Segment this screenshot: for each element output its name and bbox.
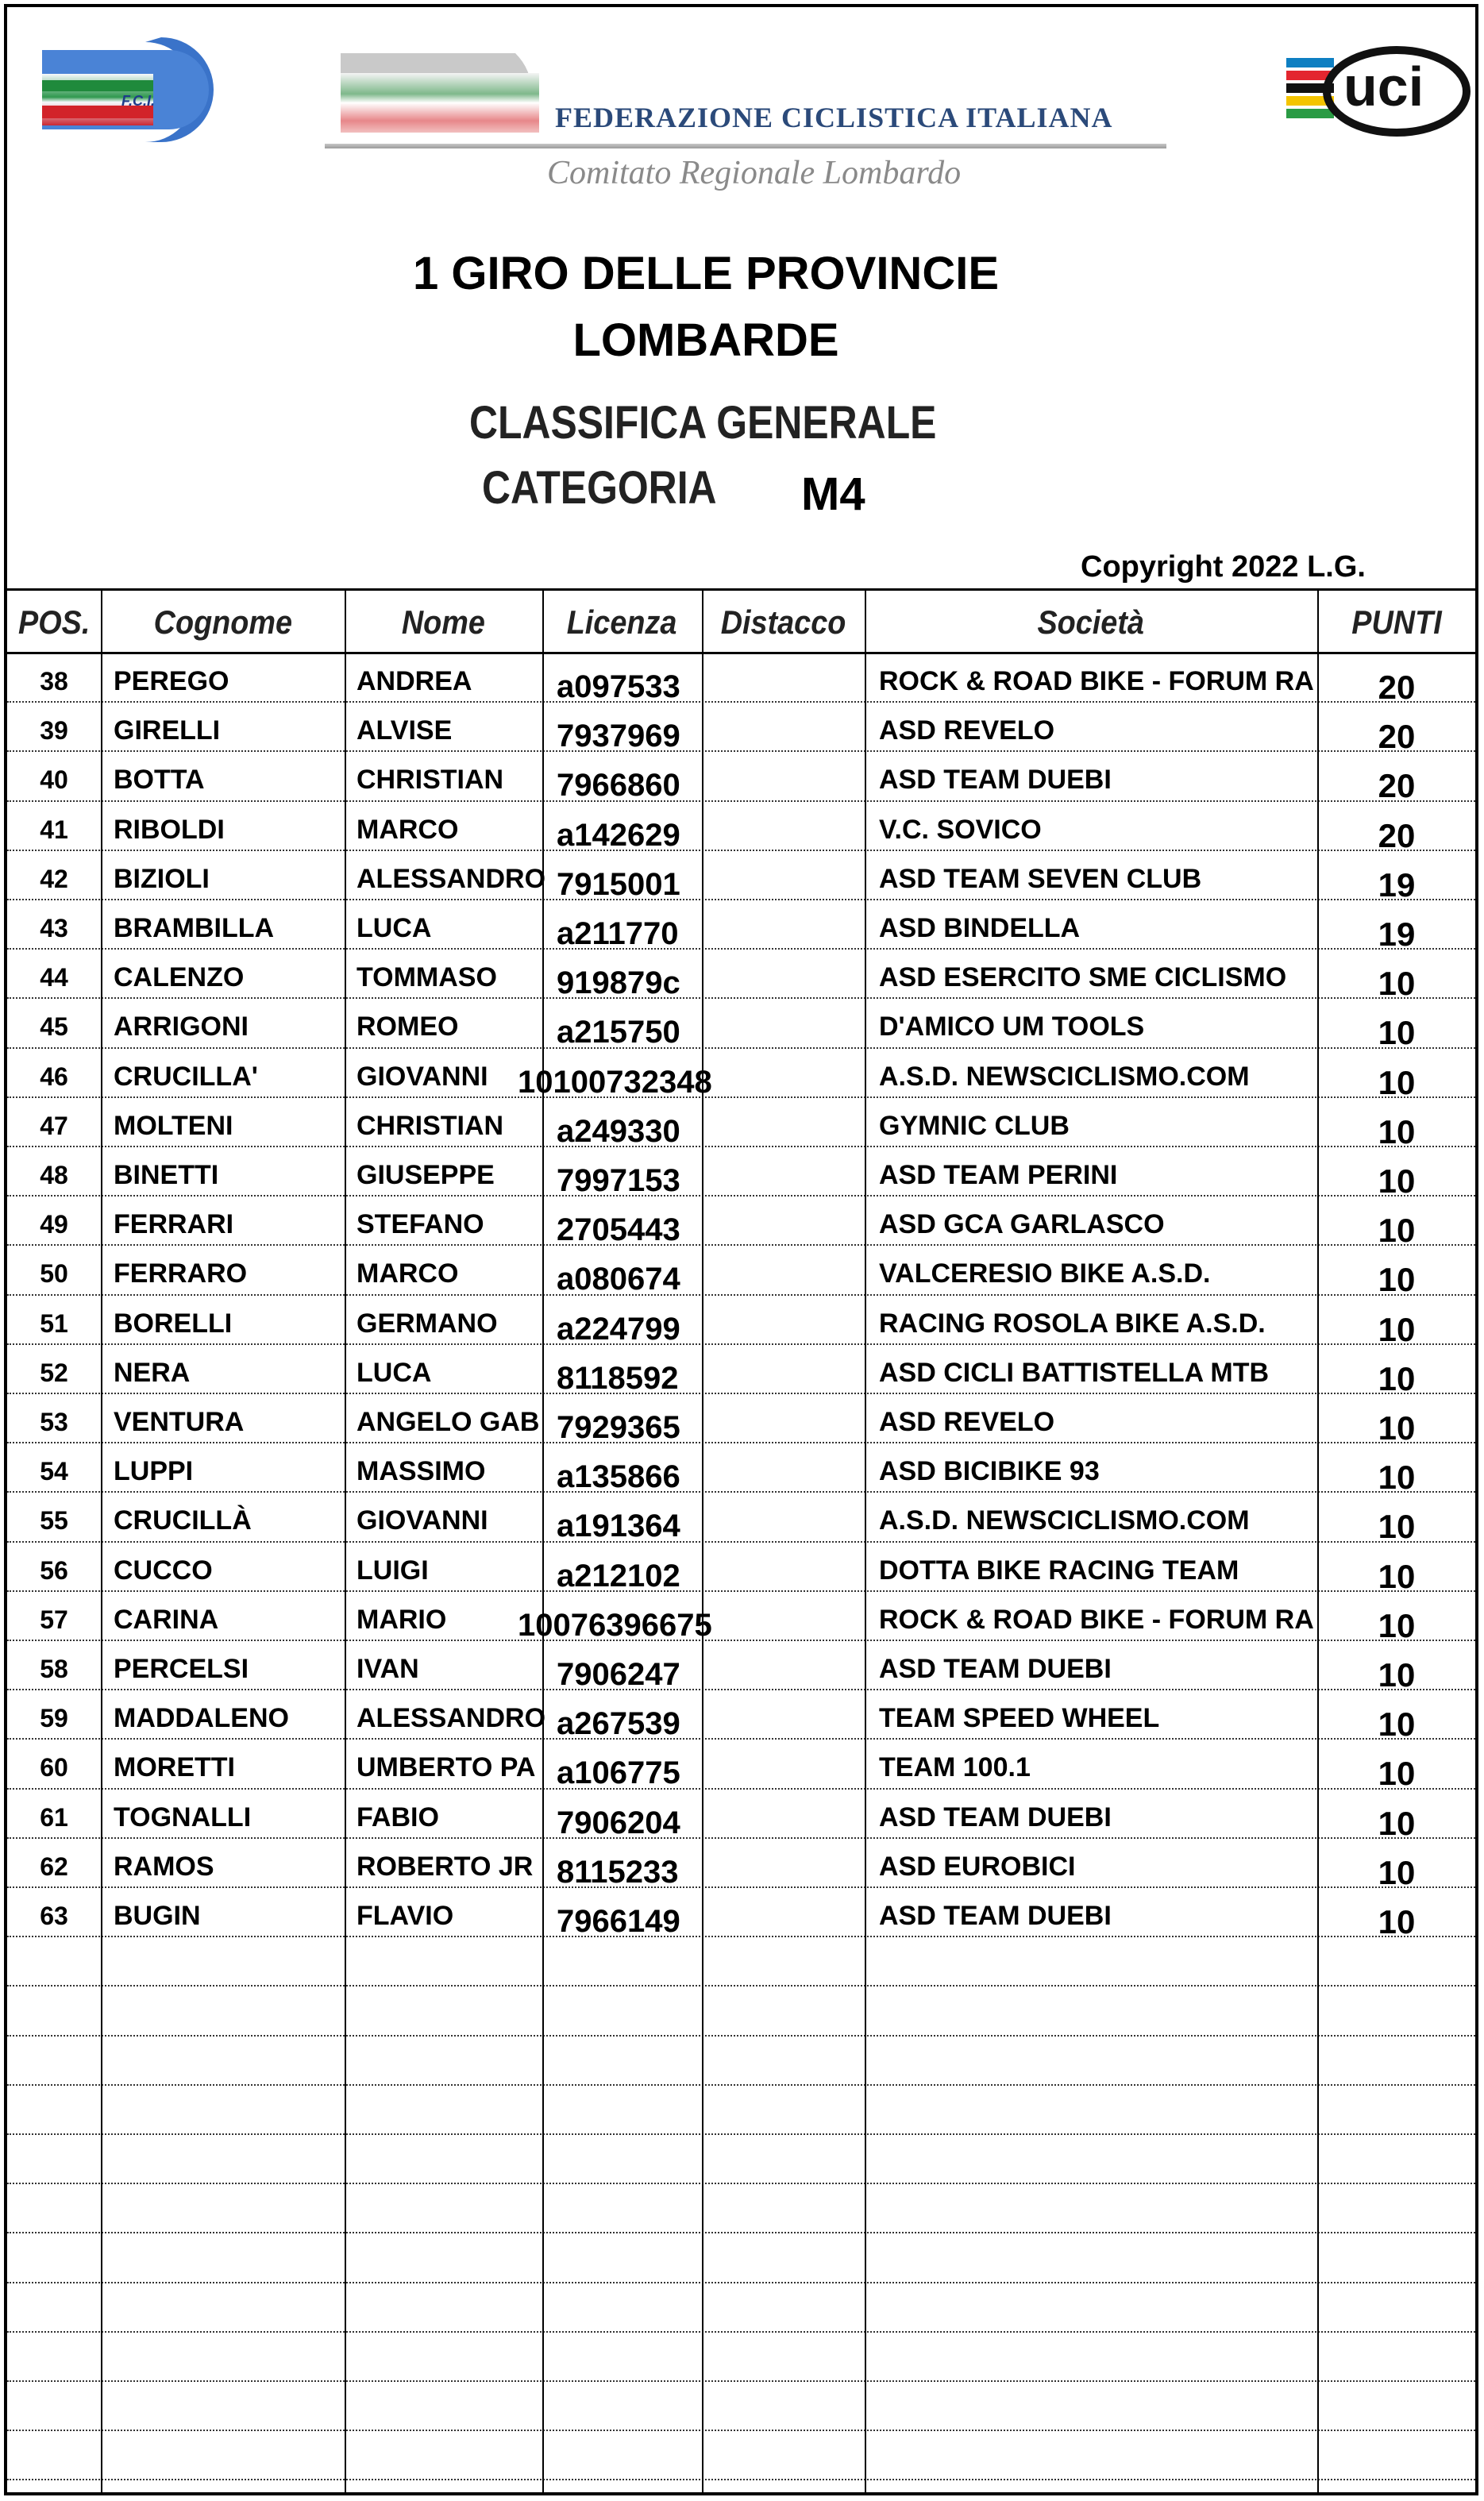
cell-nome: MARIO — [357, 1604, 447, 1635]
cell-punti: 20 — [1378, 816, 1416, 854]
cell-cognome: CARINA — [114, 1604, 219, 1635]
row-divider — [7, 2035, 1475, 2037]
cell-punti: 20 — [1378, 767, 1416, 805]
cell-licenza: 10100732348 — [518, 1064, 712, 1100]
table-row — [7, 1101, 1475, 1150]
cell-cognome: CALENZO — [114, 962, 245, 993]
cell-cognome: BOTTA — [114, 765, 205, 796]
cell-pos: 44 — [40, 963, 68, 992]
cell-pos: 57 — [40, 1605, 68, 1634]
cell-nome: MARCO — [357, 814, 459, 845]
classification-title: CLASSIFICA GENERALE — [469, 397, 937, 449]
table-row — [7, 1891, 1475, 1940]
federation-name: FEDERAZIONE CICLISTICA ITALIANA — [555, 102, 1113, 133]
cell-nome: GERMANO — [357, 1308, 498, 1339]
cell-cognome: PERCELSI — [114, 1654, 249, 1684]
cell-nome: CHRISTIAN — [357, 1110, 504, 1141]
cell-societa: ASD EUROBICI — [879, 1851, 1076, 1882]
cell-societa: ASD CICLI BATTISTELLA MTB — [879, 1357, 1270, 1388]
cell-nome: STEFANO — [357, 1209, 484, 1240]
cell-societa: V.C. SOVICO — [879, 814, 1042, 845]
cell-nome: MASSIMO — [357, 1456, 486, 1487]
svg-text:F.C.I.: F.C.I. — [121, 93, 156, 109]
cell-pos: 46 — [40, 1062, 68, 1091]
header-punti: PUNTI — [1351, 603, 1442, 641]
cell-societa: A.S.D. NEWSCICLISMO.COM — [879, 1061, 1250, 1092]
cell-pos: 53 — [40, 1408, 68, 1436]
table-row — [7, 755, 1475, 804]
committee-name: Comitato Regionale Lombardo — [547, 155, 962, 191]
cell-punti: 10 — [1378, 1557, 1416, 1595]
cell-licenza: 7906247 — [557, 1657, 680, 1692]
cell-pos: 43 — [40, 914, 68, 942]
cell-punti: 20 — [1378, 718, 1416, 756]
table-row — [7, 1249, 1475, 1298]
row-divider — [7, 2331, 1475, 2333]
cell-pos: 39 — [40, 716, 68, 746]
cell-societa: VALCERESIO BIKE A.S.D. — [879, 1258, 1211, 1289]
cell-nome: TOMMASO — [357, 962, 497, 993]
cell-nome: LUIGI — [357, 1555, 429, 1586]
cell-punti: 19 — [1378, 915, 1416, 953]
cell-licenza: 7997153 — [557, 1163, 680, 1198]
row-divider — [7, 2380, 1475, 2382]
results-sheet — [4, 4, 1478, 2495]
cell-licenza: 8115233 — [557, 1854, 679, 1890]
cell-societa: ASD TEAM DUEBI — [879, 765, 1112, 796]
cell-cognome: NERA — [114, 1357, 191, 1388]
cell-nome: MARCO — [357, 1258, 459, 1289]
cell-pos: 41 — [40, 815, 68, 844]
cell-societa: ROCK & ROAD BIKE - FORUM RA — [879, 666, 1314, 696]
cell-cognome: RAMOS — [114, 1851, 214, 1882]
cell-pos: 38 — [40, 667, 68, 696]
cell-licenza: a135866 — [557, 1459, 680, 1495]
row-divider — [7, 652, 1475, 654]
cell-cognome: BUGIN — [114, 1901, 201, 1931]
row-divider — [7, 588, 1475, 591]
cell-cognome: BIZIOLI — [114, 863, 210, 894]
cell-pos: 45 — [40, 1012, 68, 1042]
cell-pos: 56 — [40, 1555, 68, 1585]
cell-punti: 10 — [1378, 1755, 1416, 1793]
cell-punti: 10 — [1378, 1508, 1416, 1546]
cell-licenza: a106775 — [557, 1755, 680, 1791]
cell-pos: 54 — [40, 1457, 68, 1486]
cell-cognome: ARRIGONI — [114, 1012, 249, 1042]
cell-cognome: BORELLI — [114, 1308, 233, 1339]
row-divider — [7, 2183, 1475, 2184]
cell-societa: RACING ROSOLA BIKE A.S.D. — [879, 1308, 1266, 1339]
cell-pos: 49 — [40, 1210, 68, 1239]
cell-cognome: BRAMBILLA — [114, 913, 275, 943]
cell-cognome: LUPPI — [114, 1456, 194, 1487]
table-row — [7, 1397, 1475, 1447]
cell-nome: ROMEO — [357, 1012, 459, 1042]
cell-punti: 10 — [1378, 1162, 1416, 1200]
cell-licenza: 7915001 — [557, 866, 680, 902]
cell-cognome: VENTURA — [114, 1407, 245, 1437]
cell-pos: 60 — [40, 1753, 68, 1782]
cell-licenza: a211770 — [557, 916, 679, 951]
cell-societa: ASD REVELO — [879, 715, 1055, 746]
cell-nome: ANGELO GAB — [357, 1407, 540, 1437]
cell-punti: 10 — [1378, 1459, 1416, 1497]
cell-pos: 52 — [40, 1358, 68, 1387]
cell-cognome: CRUCILLA' — [114, 1061, 258, 1092]
cell-licenza: 8118592 — [557, 1360, 679, 1396]
header-societa: Società — [1037, 603, 1145, 641]
cell-societa: ASD REVELO — [879, 1407, 1055, 1437]
cell-nome: IVAN — [357, 1654, 419, 1684]
cell-societa: ASD TEAM DUEBI — [879, 1654, 1112, 1684]
cell-licenza: a080674 — [557, 1262, 680, 1297]
category-value: M4 — [801, 468, 865, 520]
cell-cognome: BINETTI — [114, 1160, 219, 1190]
cell-societa: ASD TEAM SEVEN CLUB — [879, 863, 1202, 894]
cell-punti: 19 — [1378, 865, 1416, 904]
cell-cognome: CUCCO — [114, 1555, 213, 1586]
cell-punti: 10 — [1378, 1212, 1416, 1250]
cell-punti: 10 — [1378, 1606, 1416, 1644]
table-row — [7, 904, 1475, 953]
cell-licenza: 919879c — [557, 965, 680, 1001]
cell-punti: 10 — [1378, 1409, 1416, 1447]
row-divider — [7, 2133, 1475, 2135]
cell-punti: 10 — [1378, 1310, 1416, 1348]
cell-societa: ASD GCA GARLASCO — [879, 1209, 1165, 1240]
cell-licenza: a142629 — [557, 817, 680, 853]
cell-nome: ALVISE — [357, 715, 453, 746]
cell-licenza: 7966860 — [557, 768, 680, 803]
cell-pos: 58 — [40, 1655, 68, 1683]
table-row — [7, 1595, 1475, 1644]
table-row — [7, 1002, 1475, 1051]
cell-licenza: a215750 — [557, 1015, 680, 1050]
cell-societa: DOTTA BIKE RACING TEAM — [879, 1555, 1239, 1586]
row-divider — [7, 2084, 1475, 2086]
cell-punti: 10 — [1378, 1261, 1416, 1299]
cell-societa: ASD TEAM DUEBI — [879, 1901, 1112, 1931]
cell-societa: TEAM 100.1 — [879, 1752, 1031, 1783]
table-row — [7, 1348, 1475, 1397]
cell-nome: GIOVANNI — [357, 1505, 488, 1536]
cell-cognome: RIBOLDI — [114, 814, 225, 845]
cell-societa: D'AMICO UM TOOLS — [879, 1012, 1145, 1042]
header-licenza: Licenza — [567, 603, 677, 641]
cell-pos: 47 — [40, 1111, 68, 1140]
cell-societa: ASD TEAM DUEBI — [879, 1802, 1112, 1832]
cell-licenza: a212102 — [557, 1558, 680, 1593]
cell-societa: ASD ESERCITO SME CICLISMO — [879, 962, 1287, 993]
table-row — [7, 805, 1475, 854]
cell-cognome: GIRELLI — [114, 715, 221, 746]
table-row — [7, 1052, 1475, 1101]
header-cognome: Cognome — [153, 603, 292, 641]
cell-pos: 50 — [40, 1259, 68, 1289]
cell-pos: 59 — [40, 1704, 68, 1733]
cell-cognome: FERRARI — [114, 1209, 234, 1240]
cell-nome: LUCA — [357, 913, 432, 943]
cell-licenza: a191364 — [557, 1509, 680, 1544]
cell-licenza: a224799 — [557, 1311, 680, 1347]
header-distacco: Distacco — [720, 603, 846, 641]
cell-cognome: MOLTENI — [114, 1110, 233, 1141]
cell-punti: 10 — [1378, 1705, 1416, 1744]
cell-cognome: TOGNALLI — [114, 1802, 252, 1832]
header-pos: POS. — [17, 603, 91, 641]
copyright-note: Copyright 2022 L.G. — [1081, 550, 1366, 584]
cell-licenza: 7937969 — [557, 719, 680, 754]
cell-pos: 42 — [40, 864, 68, 893]
table-row — [7, 953, 1475, 1002]
svg-text:uci: uci — [1343, 56, 1424, 118]
table-row — [7, 1447, 1475, 1496]
cell-societa: TEAM SPEED WHEEL — [879, 1703, 1160, 1734]
cell-nome: LUCA — [357, 1357, 432, 1388]
cell-pos: 51 — [40, 1308, 68, 1338]
cell-nome: ANDREA — [357, 666, 472, 696]
event-title-line2: LOMBARDE — [572, 314, 839, 366]
cell-societa: A.S.D. NEWSCICLISMO.COM — [879, 1505, 1250, 1536]
cell-licenza: 7929365 — [557, 1410, 680, 1445]
cell-punti: 10 — [1378, 1112, 1416, 1150]
table-row — [7, 1299, 1475, 1348]
row-divider — [7, 2430, 1475, 2431]
table-row — [7, 1496, 1475, 1545]
cell-licenza: a249330 — [557, 1113, 680, 1149]
cell-pos: 48 — [40, 1161, 68, 1189]
cell-societa: ASD TEAM PERINI — [879, 1160, 1118, 1190]
cell-nome: FLAVIO — [357, 1901, 454, 1931]
cell-punti: 10 — [1378, 1656, 1416, 1694]
cell-nome: CHRISTIAN — [357, 765, 504, 796]
table-row — [7, 1546, 1475, 1595]
table-row — [7, 657, 1475, 706]
event-title-line1: 1 GIRO DELLE PROVINCIE — [413, 248, 999, 299]
cell-nome: ROBERTO JR — [357, 1851, 534, 1882]
cell-punti: 20 — [1378, 669, 1416, 706]
cell-pos: 40 — [40, 765, 68, 795]
table-row — [7, 1694, 1475, 1743]
cell-cognome: MORETTI — [114, 1752, 235, 1783]
table-row — [7, 1842, 1475, 1891]
table-row — [7, 854, 1475, 904]
table-row — [7, 1644, 1475, 1694]
cell-licenza: a097533 — [557, 669, 680, 704]
cell-licenza: a267539 — [557, 1706, 680, 1742]
table-row — [7, 1793, 1475, 1842]
cell-pos: 63 — [40, 1902, 68, 1930]
header-nome: Nome — [401, 603, 486, 641]
table-row — [7, 706, 1475, 755]
cell-punti: 10 — [1378, 965, 1416, 1003]
row-divider — [7, 1985, 1475, 1987]
cell-societa: ASD BINDELLA — [879, 913, 1081, 943]
cell-punti: 10 — [1378, 1359, 1416, 1397]
cell-licenza: 7966149 — [557, 1904, 680, 1939]
cell-cognome: MADDALENO — [114, 1703, 289, 1734]
cell-nome: GIOVANNI — [357, 1061, 488, 1092]
cell-punti: 10 — [1378, 1903, 1416, 1940]
cell-cognome: FERRARO — [114, 1258, 248, 1289]
cell-licenza: 2705443 — [557, 1212, 680, 1248]
cell-pos: 62 — [40, 1852, 68, 1881]
cell-nome: GIUSEPPE — [357, 1160, 495, 1190]
fci-logo — [34, 34, 217, 145]
category-label: CATEGORIA — [482, 462, 717, 514]
cell-nome: UMBERTO PA — [357, 1752, 536, 1783]
cell-punti: 10 — [1378, 1014, 1416, 1052]
table-row — [7, 1743, 1475, 1792]
uci-logo — [1282, 36, 1472, 147]
cell-societa: GYMNIC CLUB — [879, 1110, 1070, 1141]
table-row — [7, 1150, 1475, 1200]
row-divider — [7, 2282, 1475, 2283]
cell-cognome: CRUCILLÀ — [114, 1505, 252, 1536]
cell-nome: FABIO — [357, 1802, 439, 1832]
cell-societa: ROCK & ROAD BIKE - FORUM RA — [879, 1604, 1314, 1635]
cell-nome: ALESSANDRO — [357, 1703, 546, 1734]
row-divider — [7, 2232, 1475, 2233]
table-row — [7, 1200, 1475, 1249]
cell-nome: ALESSANDRO — [357, 863, 546, 894]
cell-licenza: 10076396675 — [518, 1607, 712, 1643]
federation-divider — [325, 144, 1166, 148]
cell-pos: 61 — [40, 1802, 68, 1832]
cell-cognome: PEREGO — [114, 666, 229, 696]
cell-licenza: 7906204 — [557, 1805, 680, 1840]
cell-punti: 10 — [1378, 1063, 1416, 1101]
cell-punti: 10 — [1378, 1853, 1416, 1891]
cell-punti: 10 — [1378, 1804, 1416, 1842]
cell-societa: ASD BICIBIKE 93 — [879, 1456, 1100, 1487]
row-divider — [7, 2479, 1475, 2480]
cell-pos: 55 — [40, 1506, 68, 1536]
